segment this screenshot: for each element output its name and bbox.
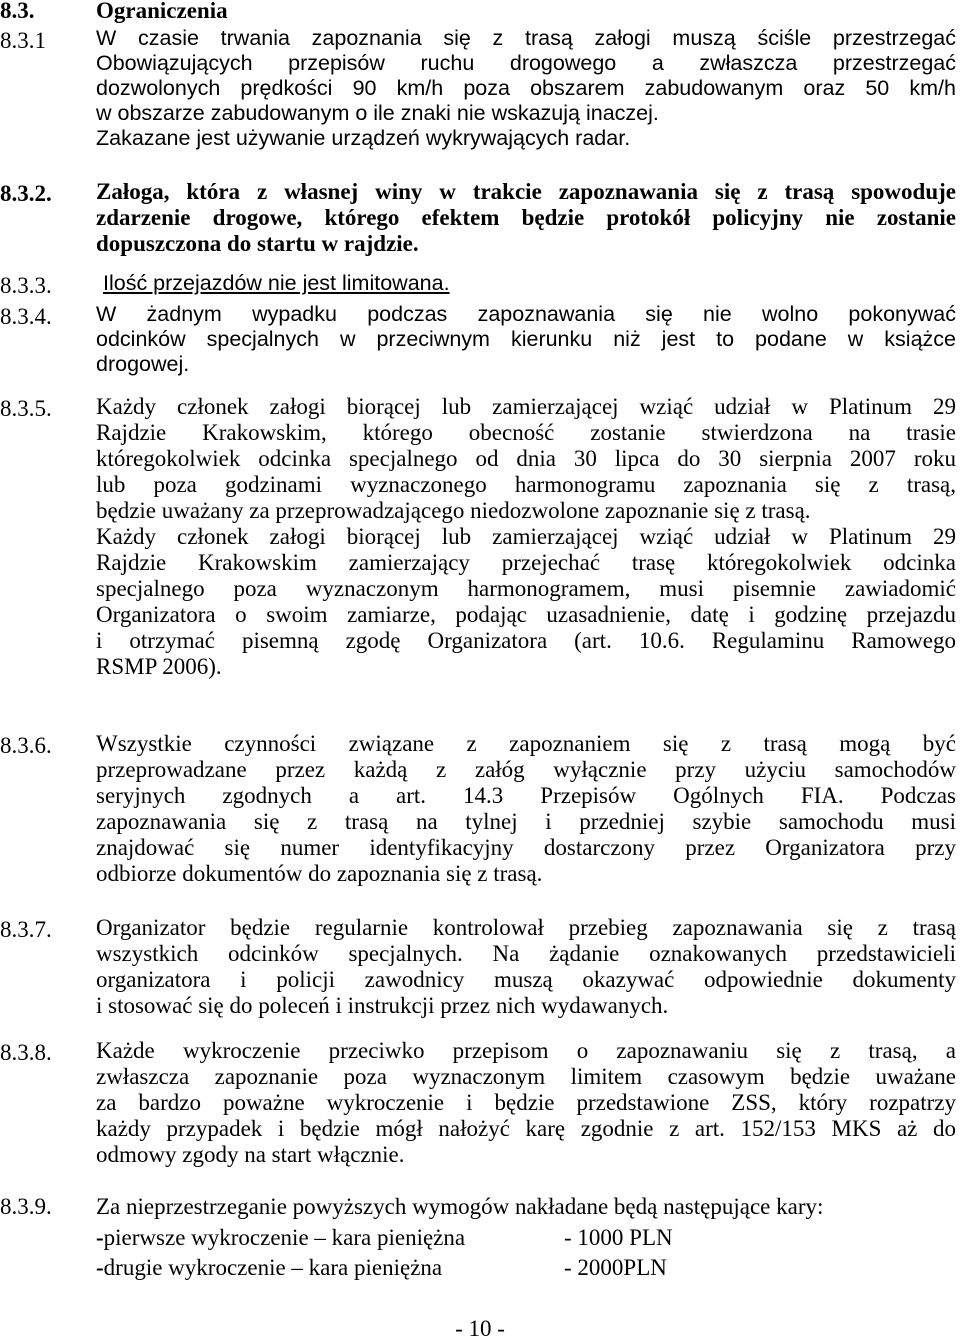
rule-line: za bardzo poważne wykroczenie i będzie przedstawione ZSS, który rozpatrzy: [96, 1090, 956, 1115]
fine-row: [96, 1253, 956, 1284]
rule-line: Obowiązujących przepisów ruchu drogowego a zwłaszcza przestrzegać: [96, 51, 956, 75]
rule-line: Każdy członek załogi biorącej lub zamierzającej wziąć udział w Platinum 29: [96, 524, 956, 549]
section-heading: [0, 0, 228, 25]
section-title: Ograniczenia: [96, 0, 228, 23]
rule-line: Ilość przejazdów nie jest limitowana.: [103, 271, 450, 295]
rule-number: 8.3.4.: [0, 304, 52, 329]
rule-line: i stosować się do poleceń i instrukcji przez nich wydawanych.: [96, 993, 669, 1018]
rule-line: Każde wykroczenie przeciwko przepisom o zapoznawaniu się z trasą, a: [96, 1038, 956, 1063]
rule-number: 8.3.2.: [0, 181, 52, 206]
rule-line: Rajdzie Krakowskim, którego obecność zostanie stwierdzona na trasie: [96, 420, 956, 445]
rule-number: 8.3.5.: [0, 396, 52, 421]
rule-line: dopuszczona do startu w rajdzie.: [96, 231, 419, 256]
rule-number: 8.3.8.: [0, 1040, 52, 1065]
fine-offence: drugie wykroczenie – kara pieniężna: [103, 1255, 443, 1281]
rule-line: Za nieprzestrzeganie powyższych wymogów nakładane będą następujące kary:: [96, 1194, 824, 1219]
rule-line: każdy przypadek i będzie mógł nałożyć karę zgodnie z art. 152/153 MKS aż do: [96, 1116, 956, 1141]
rule-line: zapoznawania się z trasą na tylnej i przedniej szybie samochodu musi: [96, 809, 956, 834]
rule-text: [96, 731, 956, 887]
rule-text: [96, 26, 956, 151]
rule-number: 8.3.3.: [0, 273, 52, 298]
rule-text: [96, 1038, 956, 1168]
fine-dash: -: [96, 1224, 104, 1250]
rule-line: odcinków specjalnych w przeciwnym kierunku niż jest to podane w książce: [96, 327, 956, 351]
rule-text: [96, 394, 956, 680]
rule-line: Rajdzie Krakowskim zamierzający przejechać trasę któregokolwiek odcinka: [96, 550, 956, 575]
rule-line: W żadnym wypadku podczas zapoznawania się nie wolno pokonywać: [96, 302, 956, 326]
rule-line: odbiorze dokumentów do zapoznania się z trasą.: [96, 861, 543, 886]
rule-line: W czasie trwania zapoznania się z trasą załogi muszą ściśle przestrzegać: [96, 26, 956, 50]
rule-number: 8.3.9.: [0, 1194, 52, 1219]
rule-line: RSMP 2006).: [96, 654, 222, 679]
fine-row: [96, 1223, 956, 1254]
rule-line: znajdować się numer identyfikacyjny dostarczony przez Organizatora przy: [96, 835, 956, 860]
rule-line: w obszarze zabudowanym o ile znaki nie wskazują inaczej.: [96, 101, 659, 125]
rule-line: Zakazane jest używanie urządzeń wykrywających radar.: [96, 126, 631, 150]
fine-offence: pierwsze wykroczenie – kara pieniężna: [103, 1224, 466, 1250]
rule-line: zdarzenie drogowe, którego efektem będzie protokół policyjny nie zostanie: [96, 205, 956, 230]
rule-line: i otrzymać pisemną zgodę Organizatora (art. 10.6. Regulaminu Ramowego: [96, 628, 956, 653]
rule-text: [103, 271, 956, 296]
rule-line: seryjnych zgodnych a art. 14.3 Przepisów Ogólnych FIA. Podczas: [96, 783, 956, 808]
rule-line: organizatora i policji zawodnicy muszą okazywać odpowiednie dokumenty: [96, 967, 956, 992]
rule-number: 8.3.7.: [0, 917, 52, 942]
rule-line: wszystkich odcinków specjalnych. Na żądanie oznakowanych przedstawicieli: [96, 941, 956, 966]
fine-dash: -: [96, 1255, 104, 1281]
rule-line: będzie uważany za przeprowadzającego niedozwolone zapoznanie się z trasą.: [96, 498, 811, 523]
page-number: - 10 -: [455, 1316, 505, 1341]
rule-line: dozwolonych prędkości 90 km/h poza obszarem zabudowanym oraz 50 km/h: [96, 76, 956, 100]
rule-text: [96, 915, 956, 1019]
rule-number: 8.3.1: [0, 28, 46, 53]
rule-line: drogowej.: [96, 352, 190, 376]
rule-text: [96, 1192, 956, 1284]
rule-line: Organizatora o swoim zamiarze, podając uzasadnienie, datę i godzinę przejazdu: [96, 602, 956, 627]
rule-line: Wszystkie czynności związane z zapoznaniem się z trasą mogą być: [96, 731, 956, 756]
section-number: 8.3.: [0, 0, 35, 23]
rule-text: [96, 302, 956, 377]
rule-number: 8.3.6.: [0, 733, 52, 758]
rule-text: [96, 179, 956, 257]
rule-line: lub poza godzinami wyznaczonego harmonogramu zapoznania się z trasą,: [96, 472, 956, 497]
fine-amount: - 2000PLN: [564, 1255, 667, 1281]
rule-line: specjalnego poza wyznaczonym harmonogramem, musi pisemnie zawiadomić: [96, 576, 956, 601]
rule-line: Każdy członek załogi biorącej lub zamierzającej wziąć udział w Platinum 29: [96, 394, 956, 419]
rule-line: przeprowadzane przez każdą z załóg wyłącznie przy użyciu samochodów: [96, 757, 956, 782]
fine-amount: - 1000 PLN: [564, 1224, 673, 1250]
rule-line: Organizator będzie regularnie kontrolował przebieg zapoznawania się z trasą: [96, 915, 956, 940]
rule-line: Załoga, która z własnej winy w trakcie zapoznawania się z trasą spowoduje: [96, 179, 956, 204]
rule-line: zwłaszcza zapoznanie poza wyznaczonym limitem czasowym będzie uważane: [96, 1064, 956, 1089]
rule-line: odmowy zgody na start włącznie.: [96, 1142, 405, 1167]
rule-line: któregokolwiek odcinka specjalnego od dnia 30 lipca do 30 sierpnia 2007 roku: [96, 446, 956, 471]
